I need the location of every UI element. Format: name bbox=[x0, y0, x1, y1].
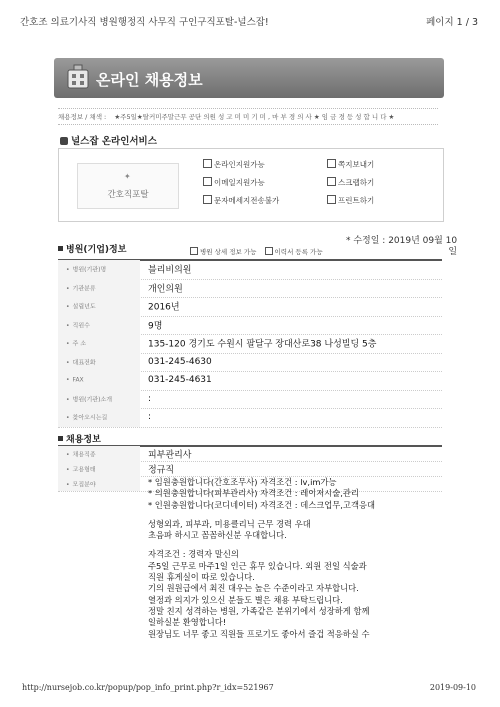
send-message-link[interactable]: 쪽지보내기 bbox=[327, 159, 374, 170]
table-row bbox=[58, 297, 442, 317]
detail-line: * 인원충원합니다(코디네이터) 자격조건 : 데스크업무,고객응대 bbox=[148, 500, 448, 511]
row-value: 9명 bbox=[148, 321, 163, 332]
breadcrumb-text: ★주5일★탈커미주말근무 공단 의원 성 고 미 미 기 미 , 마 부 경 의 사 ★ 임 금 경 등 성 합 니 다 ★ bbox=[114, 113, 395, 121]
services-title: 널스잡 온라인서비스 bbox=[60, 133, 157, 147]
modified-date: * 수정일 : 2019년 09월 10 일 bbox=[346, 236, 458, 257]
print-header-title: 간호조 의료기사직 병원행정직 사무직 구인구직포탈-널스잡! bbox=[20, 17, 269, 28]
detail-line: 주5일 근무로 마주1일 인근 휴무 있습니다. 외원 전일 식술과 bbox=[148, 560, 367, 571]
row-label: • 고용형태 bbox=[58, 461, 140, 476]
detail-line: 일하실분 환영합니다! bbox=[148, 617, 227, 628]
row-label: • 모집분야 bbox=[58, 476, 140, 491]
row-label: • 설립년도 bbox=[58, 297, 140, 316]
footer-date: 2019-09-10 bbox=[429, 683, 476, 692]
print-footer bbox=[22, 683, 476, 695]
row-label: • 기관분류 bbox=[58, 279, 140, 298]
detail-line: 원장님도 너무 좋고 직원들 프로기도 좋아서 즐겁 적응하실 수 bbox=[148, 628, 370, 639]
detail-line bbox=[148, 511, 448, 519]
star-icon: ✦ bbox=[124, 172, 131, 181]
breadcrumb bbox=[58, 108, 438, 125]
breadcrumb-label: 채용정보 / 채색 : bbox=[58, 113, 107, 121]
row-label: • 채용직종 bbox=[58, 446, 140, 461]
row-label: • 찾아오시는길 bbox=[58, 408, 140, 427]
row-label: • 주 소 bbox=[58, 334, 140, 353]
table-row bbox=[58, 353, 442, 373]
info-icon bbox=[190, 247, 198, 255]
detail-line bbox=[148, 541, 448, 549]
row-value: 135-120 경기도 수원시 팔달구 장대산로38 나성빌딩 5층 bbox=[148, 339, 377, 350]
detail-line: * 임원충원합니다(간호조무사) 자격조건 : lv,im가능 bbox=[148, 477, 448, 488]
detail-line: 자격조건 : 경력자 말신의 bbox=[148, 549, 239, 560]
detail-line: 초음파 하시고 꼼꼼하신분 우대합니다. bbox=[148, 530, 287, 541]
recruit-section-title: 채용정보 bbox=[58, 432, 101, 445]
message-icon bbox=[327, 159, 336, 168]
detail-line: 직원 휴게실이 따로 있습니다. bbox=[148, 572, 255, 583]
email-icon bbox=[203, 177, 212, 186]
row-label: • 병원(기관)소개 bbox=[58, 390, 140, 409]
printer-icon bbox=[327, 195, 336, 204]
bullet-icon bbox=[58, 246, 63, 251]
scrap-icon bbox=[327, 177, 336, 186]
print-header bbox=[20, 14, 478, 28]
nursejob-logo bbox=[77, 163, 179, 209]
resume-icon bbox=[265, 247, 273, 255]
detail-line: 정말 친지 성격하는 병원, 가족같은 분위기에서 성장하게 함께 bbox=[148, 605, 370, 616]
hospital-detail-link[interactable]: 병원 상세 정보 가능 bbox=[200, 248, 257, 256]
table-row bbox=[58, 279, 442, 299]
online-apply-link[interactable]: 온라인지원가능 bbox=[203, 159, 265, 170]
row-value: 정규직 bbox=[148, 465, 175, 475]
row-value: 개인의원 bbox=[148, 284, 183, 295]
table-row bbox=[58, 390, 442, 410]
row-value: 031-245-4631 bbox=[148, 375, 212, 386]
row-label: • 대표전화 bbox=[58, 353, 140, 372]
print-header-page-number: 페이지 1 / 3 bbox=[426, 17, 478, 28]
services-box bbox=[58, 148, 444, 222]
sms-link[interactable]: 문자메세지전송불가 bbox=[203, 195, 279, 206]
apply-icon bbox=[203, 159, 212, 168]
table-row bbox=[58, 260, 442, 280]
table-row bbox=[58, 408, 442, 428]
row-value: 블리비의원 bbox=[148, 265, 192, 276]
row-label: • 병원(기관)명 bbox=[58, 260, 140, 279]
table-row bbox=[58, 461, 442, 477]
row-value: 피부관리사 bbox=[148, 450, 192, 460]
hospital-section-title: 병원(기업)정보 bbox=[58, 242, 126, 255]
hospital-links bbox=[184, 247, 323, 256]
banner-title: 온라인 채용정보 bbox=[96, 71, 203, 89]
email-apply-link[interactable]: 이메일지원가능 bbox=[203, 177, 265, 188]
detail-line: 기의 원원급에서 최진 대우는 높은 수준이라고 자부합니다. bbox=[148, 583, 359, 594]
table-row bbox=[58, 334, 442, 354]
logo-text: 간호직포탈 bbox=[107, 190, 149, 200]
section-banner bbox=[54, 58, 444, 98]
print-link[interactable]: 프린트하기 bbox=[327, 195, 374, 206]
row-value: 031-245-4630 bbox=[148, 356, 212, 367]
table-row bbox=[58, 371, 442, 391]
detail-line: * 의원충원합니다(피부관리사) 자격조건 : 레이저시술,관리 bbox=[148, 488, 448, 499]
row-value: 2016년 bbox=[148, 302, 180, 313]
row-value: : bbox=[148, 393, 152, 404]
service-icon bbox=[60, 137, 68, 145]
row-label: • FAX bbox=[58, 371, 140, 390]
detail-line: 성형외과, 피부과, 미용클리닉 근무 경력 우대 bbox=[148, 518, 311, 529]
resume-link[interactable]: 이력서 등록 가능 bbox=[274, 248, 323, 256]
table-row bbox=[58, 316, 442, 336]
row-label: • 직원수 bbox=[58, 316, 140, 335]
table-row bbox=[58, 446, 442, 462]
bullet-icon bbox=[58, 436, 63, 441]
footer-url: http://nursejob.co.kr/popup/pop_info_print.php?r_idx=521967 bbox=[22, 683, 274, 692]
scrap-link[interactable]: 스크랩하기 bbox=[327, 177, 374, 188]
row-value: : bbox=[148, 412, 152, 423]
building-icon bbox=[66, 64, 90, 90]
sms-icon bbox=[203, 195, 212, 204]
detail-line: 열정과 의지가 있으신 분들도 별은 채용 부탁드립니다. bbox=[148, 594, 343, 605]
recruit-detail-text bbox=[148, 477, 448, 640]
